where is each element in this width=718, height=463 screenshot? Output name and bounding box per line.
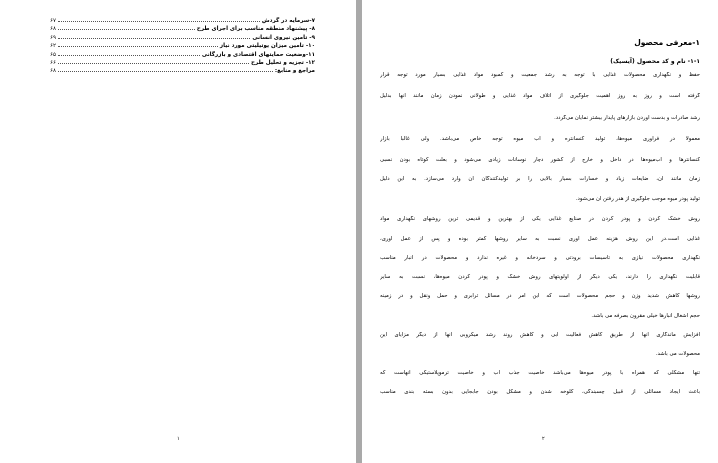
body-line: تولید پودر میوه موجب جلوگیری از هدر رفتن آن می‌شود. (575, 196, 700, 202)
toc-leader-dots (58, 63, 249, 64)
body-line: باعث ایجاد مسائلی از قبیل چسبندگی، کلوخه شدن و مشکل بودن جابجایی بدون بسته بندی مناسب (380, 389, 700, 395)
toc-row (50, 17, 315, 25)
body-line: زمان مانند آن، ضایعات زیاد و خسارات بسیار بالایی را بر تولیدکنندگان آن وارد می‌سازد. به این دلیل (380, 176, 700, 182)
right-page (362, 0, 718, 463)
toc-entry-title: مراجع و منابع: (274, 68, 315, 75)
body-line: حفظ و نگهداری محصولات غذایی با توجه به رشد جمعیت و کمبود مواد غذایی بسیار مورد توجه قرار (380, 72, 700, 78)
toc-entry-page: ۶۸ (50, 68, 57, 75)
body-line: معمولا در فراوری میوه‌ها، تولید کنسانتره و آب میوه توجه خاص می‌باشد. ولی غالبا بازار (380, 136, 700, 142)
toc-leader-dots (58, 21, 260, 22)
body-line: گرفته است و روز به روز اهمیت جلوگیری از اتلاف مواد غذایی و طولانی نمودن زمان مانند آنها بدلیل (380, 93, 700, 99)
toc-entry-title: ۸- پیشنهاد منطقه مناسب برای اجرای طرح (196, 26, 315, 33)
chapter-title: ۱-معرفی محصول (634, 38, 700, 47)
table-of-contents (50, 17, 315, 76)
body-line: قابلیت نگهداری را دارند، یکی دیگر از اولویتهای روش خشک و پودر کردن میوه‌ها، نسبت به سایر (380, 274, 700, 280)
toc-entry-page: ۶۲ (50, 43, 57, 50)
toc-row (50, 42, 315, 50)
toc-leader-dots (58, 71, 273, 72)
body-line: تنها مشکلی که همراه با پودر میوه‌ها می‌باشد خاصیت جذب آب و خاصیت ترموپلاستیکی آنهاست که (380, 370, 700, 376)
toc-leader-dots (58, 29, 195, 30)
section-title: ۱-۱- نام و کد محصول (آیسیک) (610, 58, 700, 65)
toc-leader-dots (58, 55, 200, 56)
left-page (0, 0, 356, 463)
body-line: روشها کاهش شدید وزن و حجم محصولات است که این امر در مسائل ترابری و حمل ونقل و در زمینه (380, 293, 700, 299)
toc-entry-page: ۶۶ (50, 59, 57, 66)
toc-row (50, 67, 315, 75)
body-line: غذایی است.در این روش هزینه عمل آوری نسبت به سایر روشها کمتر بوده و پس از عمل آوری، (380, 236, 700, 242)
toc-entry-title: ۱۲- تجزیه و تحلیل طرح (250, 59, 315, 66)
left-page-number: ۱ (177, 436, 180, 442)
toc-entry-page: ۶۷ (50, 18, 57, 24)
toc-entry-title: ۹- تامین نیروی انسانی (252, 34, 315, 41)
toc-entry-title: ۱۱-وضعیت حمایتهای اقتصادی و بازرگانی (201, 51, 315, 58)
body-line: روش خشک کردن و پودر کردن در صنایع غذایی یکی از بهترین و قدیمی ترین روشهای نگهداری مواد (380, 216, 700, 222)
toc-row (50, 51, 315, 59)
right-page-number: ۲ (542, 436, 545, 442)
toc-leader-dots (58, 38, 250, 39)
toc-row (50, 34, 315, 42)
toc-leader-dots (58, 46, 218, 47)
toc-entry-page: ۶۹ (50, 34, 57, 41)
toc-entry-page: ۶۵ (50, 51, 57, 58)
toc-entry-page: ۶۸ (50, 26, 57, 33)
body-line: افزایش ماندگاری آنها از طریق کاهش فعالیت آبی و کاهش روند رشد میکروبی آنها از دیگر مزایای این (380, 332, 700, 338)
body-line: رشد صادرات و بدست آوردن بازارهای پایدار بیشتر نمایان می‌گردد. (554, 115, 700, 121)
body-line: حجم اشغال انبارها خیلی مقرون بصرفه می باشد. (591, 313, 700, 319)
toc-row (50, 25, 315, 33)
body-line: محصولات می باشد. (655, 351, 700, 357)
toc-entry-title: ۱۰- تامین میزان یوتیلیتی مورد نیاز (219, 43, 315, 50)
body-line: کنسانترها و آب‌میوه‌ها در داخل و خارج از کشور دچار نوسانات زیادی می‌شود و بعلت کوتاه بودن نسبی (380, 157, 700, 163)
body-line: نگهداری محصولات نیازی به تاسیسات برودتی و سردخانه و غیره ندارد و محصولات در انبار مناسب (380, 255, 700, 261)
toc-entry-title: ۷-سرمایه در گردش (261, 18, 315, 24)
toc-row (50, 59, 315, 67)
